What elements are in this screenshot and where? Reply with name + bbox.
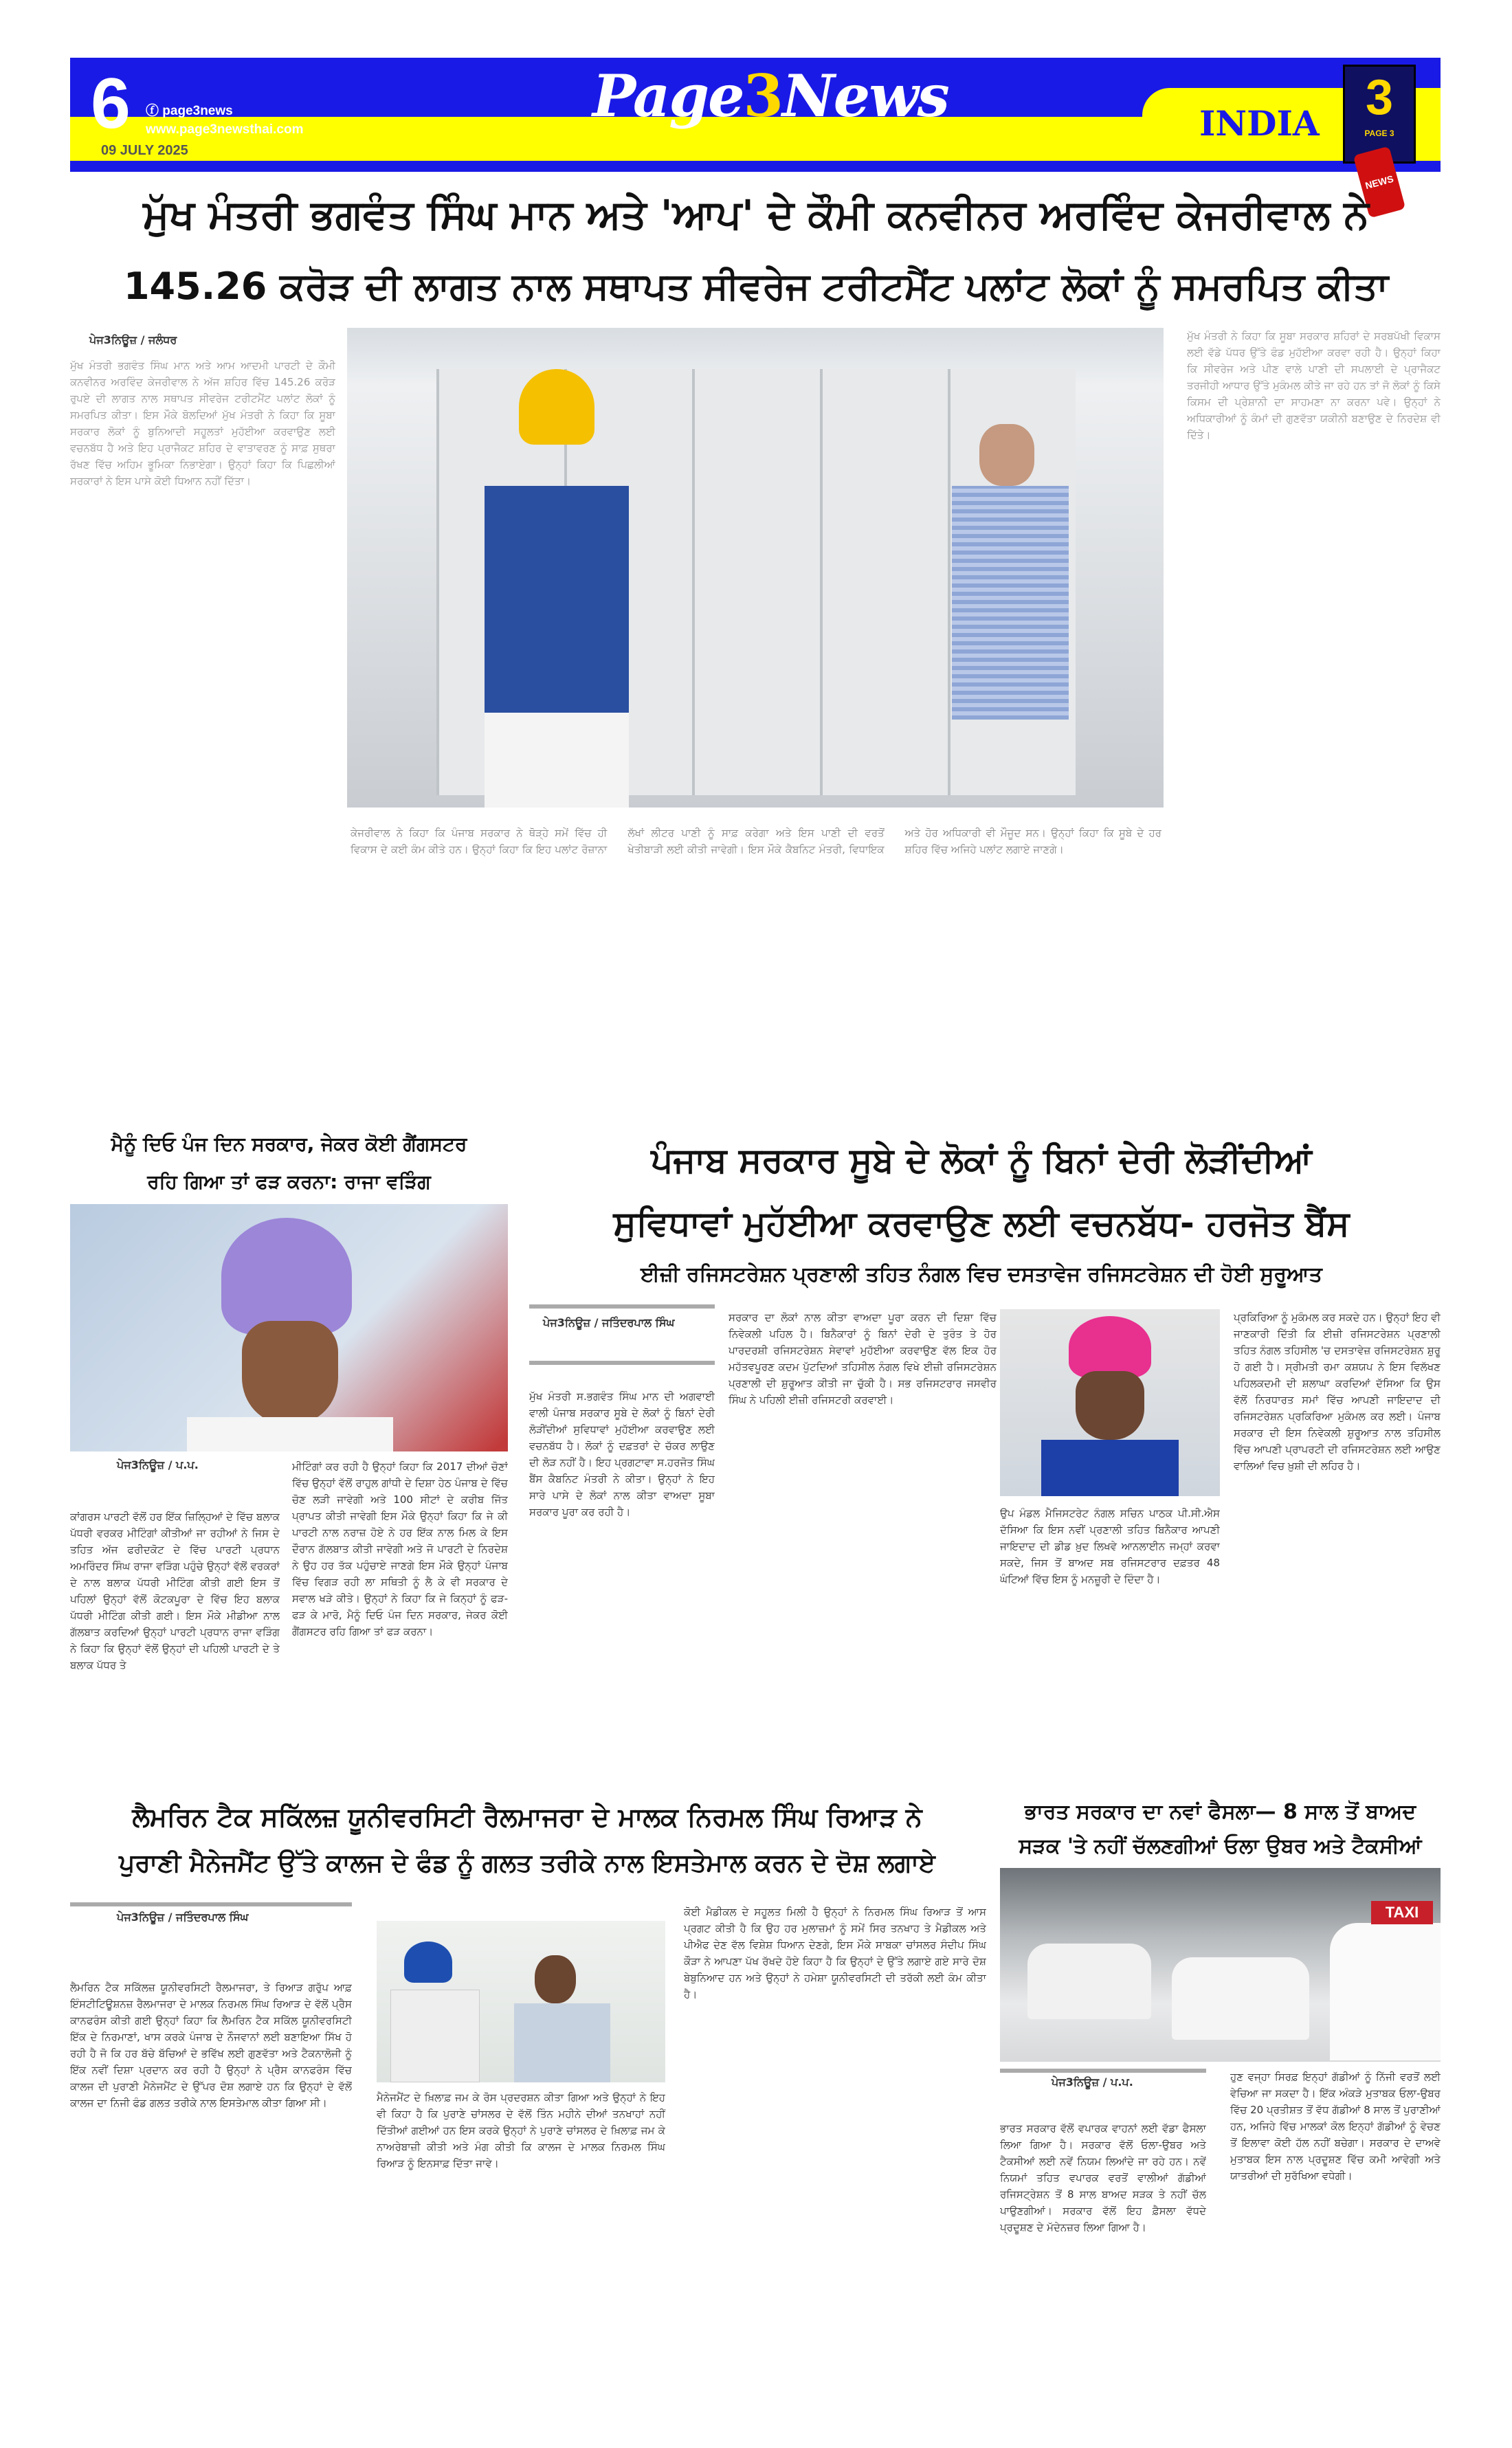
- taxi-col2: ਹੁਣ ਵਜ੍ਹਾ ਸਿਰਫ਼ ਇਨ੍ਹਾਂ ਗੱਡੀਆਂ ਨੂੰ ਨਿੱਜੀ ਵਰਤੋਂ ਲਈ ਵੇਚਿਆ ਜਾ ਸਕਦਾ ਹੈ। ਇੱਕ ਅੰਕੜੇ ਮੁਤਾਬਕ ਓਲਾ-ਉਬਰ ਵਿੱਚ 20 ਪ੍ਰਤੀਸ਼ਤ ਤੋਂ ਵੱਧ ਗੱਡੀਆਂ 8 ਸਾਲ ਤੋਂ ਪੁਰਾਣੀਆਂ ਹਨ, ਅਜਿਹੇ ਵਿੱਚ ਮਾਲਕਾਂ ਕੋਲ ਇਨ੍ਹਾਂ ਗੱਡੀਆਂ ਨੂੰ ਵੇਚਣ ਤੋਂ ਇਲਾਵਾ ਕੋਈ ਹੱਲ ਨਹੀਂ ਬਚੇਗਾ। ਸਰਕਾਰ ਦੇ ਦਾਅਵੇ ਮੁਤਾਬਕ ਇਸ ਨਾਲ ਪ੍ਰਦੂਸ਼ਣ ਵਿੱਚ ਕਮੀ ਆਵੇਗੀ ਅਤੇ ਯਾਤਰੀਆਂ ਦੀ ਸੁਰੱਖਿਆ ਵਧੇਗੀ।: [1230, 2071, 1441, 2182]
- taxi-col1: ਭਾਰਤ ਸਰਕਾਰ ਵੱਲੋਂ ਵਪਾਰਕ ਵਾਹਨਾਂ ਲਈ ਵੱਡਾ ਫੈਸਲਾ ਲਿਆ ਗਿਆ ਹੈ। ਸਰਕਾਰ ਵੱਲੋਂ ਓਲਾ-ਉਬਰ ਅਤੇ ਟੈਕਸੀਆਂ ਲਈ ਨਵੇਂ ਨਿਯਮ ਲਿਆਂਦੇ ਜਾ ਰਹੇ ਹਨ। ਨਵੇਂ ਨਿਯਮਾਂ ਤਹਿਤ ਵਪਾਰਕ ਵਰਤੋਂ ਵਾਲੀਆਂ ਗੱਡੀਆਂ ਰਜਿਸਟ੍ਰੇਸ਼ਨ ਤੋਂ 8 ਸਾਲ ਬਾਅਦ ਸੜਕ ਤੇ ਨਹੀਂ ਚੱਲ ਪਾਉਣਗੀਆਂ। ਸਰਕਾਰ ਵੱਲੋਂ ਇਹ ਫ਼ੈਸਲਾ ਵੱਧਦੇ ਪ੍ਰਦੂਸ਼ਣ ਦੇ ਮੱਦੇਨਜ਼ਰ ਲਿਆ ਗਿਆ ਹੈ।: [1000, 2122, 1206, 2234]
- badge-number: 3: [1365, 70, 1394, 125]
- facebook-handle-text: page3news: [162, 104, 233, 118]
- lead-byline: ਪੇਜ3ਨਿਊਜ਼ / ਜਲੰਧਰ: [89, 333, 177, 346]
- taxi-byline: ਪੇਜ3ਨਿਊਜ਼ / ਪ.ਪ.: [1052, 2076, 1133, 2089]
- facebook-icon: ⓕ: [146, 104, 163, 118]
- university-headline-line2: ਪੁਰਾਣੀ ਮੈਨੇਜਮੈਂਟ ਉੱਤੇ ਕਾਲਜ ਦੇ ਫੰਡ ਨੂੰ ਗਲਤ ਤਰੀਕੇ ਨਾਲ ਇਸਤੇਮਾਲ ਕਰਨ ਦੇ ਦੋਸ਼ ਲਗਾਏ: [119, 1849, 935, 1878]
- lead-headline-line1: ਮੁੱਖ ਮੰਤਰੀ ਭਗਵੰਤ ਸਿੰਘ ਮਾਨ ਅਤੇ 'ਆਪ' ਦੇ ਕੌਮੀ ਕਨਵੀਨਰ ਅਰਵਿੰਦ ਕੇਜਰੀਵਾਲ ਨੇ: [143, 191, 1369, 238]
- bains-col4: ਪ੍ਰਕਿਰਿਆ ਨੂੰ ਮੁਕੰਮਲ ਕਰ ਸਕਦੇ ਹਨ। ਉਨ੍ਹਾਂ ਇਹ ਵੀ ਜਾਣਕਾਰੀ ਦਿੱਤੀ ਕਿ ਈਜ਼ੀ ਰਜਿਸਟਰੇਸ਼ਨ ਪ੍ਰਣਾਲੀ ਤਹਿਤ ਨੰਗਲ ਤਹਿਸੀਲ 'ਚ ਦਸਤਾਵੇਜ਼ ਰਜਿਸਟਰੇਸ਼ਨ ਸ਼ੁਰੂ ਹੋ ਗਈ ਹੈ। ਸ੍ਰੀਮਤੀ ਰਮਾ ਕਸ਼ਯਪ ਨੇ ਇਸ ਵਿਲੱਖਣ ਪਹਿਲਕਦਮੀ ਦੀ ਸ਼ਲਾਘਾ ਕਰਦਿਆਂ ਦੱਸਿਆ ਕਿ ਉਸ ਵੱਲੋਂ ਨਿਰਧਾਰਤ ਸਮਾਂ ਵਿੱਚ ਆਪਣੀ ਜਾਇਦਾਦ ਦੀ ਰਜਿਸਟਰੇਸ਼ਨ ਪ੍ਰਕਿਰਿਆ ਮੁਕੰਮਲ ਕਰ ਲਈ। ਪੰਜਾਬ ਸਰਕਾਰ ਦੀ ਇਸ ਨਿਵੇਕਲੀ ਸ਼ੁਰੂਆਤ ਨਾਲ ਤਹਿਸੀਲ ਵਿੱਚ ਆਪਣੀ ਪ੍ਰਾਪਰਟੀ ਦੀ ਰਜਿਸਟਰੇਸ਼ਨ ਲਈ ਆਉਣ ਵਾਲਿਆਂ ਵਿਚ ਖ਼ੁਸ਼ੀ ਦੀ ਲਹਿਰ ਹੈ।: [1234, 1311, 1441, 1472]
- issue-date: 09 JULY 2025: [101, 143, 188, 158]
- logo-left: Page: [592, 62, 744, 130]
- university-col1: ਲੈਮਰਿਨ ਟੈਕ ਸਕਿੱਲਜ਼ ਯੂਨੀਵਰਸਿਟੀ ਰੈਲਮਾਜਰਾ, ਤੇ ਰਿਆੜ ਗਰੁੱਪ ਆਫ਼ ਇੰਸਟੀਟਿਊਸ਼ਨਜ਼ ਰੈਲਮਾਜਰਾ ਦੇ ਮਾਲਕ ਨਿਰਮਲ ਸਿੰਘ ਰਿਆੜ ਦੇ ਵੱਲੋਂ ਪ੍ਰੈਸ ਕਾਨਫਰੰਸ ਕੀਤੀ ਗਈ ਉਨ੍ਹਾਂ ਕਿਹਾ ਕਿ ਲੈਮਰਿਨ ਟੈਕ ਸਕਿੱਲ ਯੂਨੀਵਰਸਿਟੀ ਇੱਕ ਦੇ ਨਿਰਮਾਣਾਂ, ਖਾਸ ਕਰਕੇ ਪੰਜਾਬ ਦੇ ਨੌਜਵਾਨਾਂ ਲਈ ਬਣਾਇਆ ਸਿੱਖ ਹੋ ਰਹੀ ਹੈ ਜੋ ਕਿ ਹਰ ਬੱਚੇ ਬੱਚਿਆਂ ਦੇ ਭਵਿੱਖ ਲਈ ਗੁਣਵੱਤਾ ਅਤੇ ਟੈਕਨਾਲੋਜੀ ਨੂੰ ਇੱਕ ਨਵੀਂ ਦਿਸ਼ਾ ਪ੍ਰਦਾਨ ਕਰ ਰਹੀ ਹੈ ਉਨ੍ਹਾਂ ਨੇ ਪ੍ਰੈਸ ਕਾਨਫਰੰਸ ਵਿੱਚ ਕਾਲਜ ਦੀ ਪੁਰਾਣੀ ਮੈਨੇਜਮੈਂਟ ਦੇ ਉੱਪਰ ਦੋਸ਼ ਲਗਾਏ ਹਨ ਕਿ ਉਨ੍ਹਾਂ ਦੇ ਵੱਲੋਂ ਕਾਲਜ ਦਾ ਨਿਜੀ ਫੰਡ ਗਲਤ ਤਰੀਕੇ ਨਾਲ ਇਸਤੇਮਾਲ ਕੀਤਾ ਗਿਆ ਸੀ।: [70, 1981, 352, 2109]
- brand-badge: [1343, 65, 1416, 192]
- purple-turban: [221, 1218, 352, 1335]
- newspaper-logo: [592, 62, 948, 130]
- bains-photo-caption: ਉਪ ਮੰਡਲ ਮੈਜਿਸਟਰੇਟ ਨੰਗਲ ਸਚਿਨ ਪਾਠਕ ਪੀ.ਸੀ.ਐਸ ਦੱਸਿਆ ਕਿ ਇਸ ਨਵੀਂ ਪ੍ਰਣਾਲੀ ਤਹਿਤ ਬਿਨੈਕਾਰ ਆਪਣੀ ਜਾਇਦਾਦ ਦੀ ਡੀਡ ਖ਼ੁਦ ਲਿਖਵੇ ਆਨਲਾਈਨ ਜਮ੍ਹਾਂ ਕਰਵਾ ਸਕਦੇ, ਜਿਸ ਤੋਂ ਬਾਅਦ ਸਬ ਰਜਿਸਟਰਾਰ ਦਫ਼ਤਰ 48 ਘੰਟਿਆਂ ਵਿੱਚ ਇਸ ਨੂੰ ਮਨਜ਼ੂਰੀ ਦੇ ਦਿੰਦਾ ਹੈ।: [1000, 1507, 1220, 1585]
- pink-turban: [1069, 1316, 1151, 1378]
- warring-headline-line2: ਰਹਿ ਗਿਆ ਤਾਂ ਫੜ ਕਰਨਾ: ਰਾਜਾ ਵੜਿੰਗ: [147, 1170, 431, 1193]
- logo-right: News: [781, 62, 948, 130]
- taxi-car: [1330, 1923, 1441, 2060]
- warring-headline-line1: ਮੈਨੂੰ ਦਿਓ ਪੰਜ ਦਿਨ ਸਰਕਾਰ, ਜੇਕਰ ਕੋਈ ਗੈਂਗਸਟਰ: [111, 1133, 467, 1155]
- divider: [1000, 2069, 1206, 2073]
- person-head: [535, 1955, 576, 2003]
- edition-label: INDIA: [1199, 103, 1320, 144]
- university-headline-line1: ਲੈਮਰਿਨ ਟੈਕ ਸਕਿੱਲਜ਼ ਯੂਨੀਵਰਸਿਟੀ ਰੈਲਮਾਜਰਾ ਦੇ ਮਾਲਕ ਨਿਰਮਲ ਸਿੰਘ ਰਿਆੜ ਨੇ: [132, 1802, 922, 1832]
- bains-col1: ਮੁੱਖ ਮੰਤਰੀ ਸ.ਭਗਵੰਤ ਸਿੰਘ ਮਾਨ ਦੀ ਅਗਵਾਈ ਵਾਲੀ ਪੰਜਾਬ ਸਰਕਾਰ ਸੂਬੇ ਦੇ ਲੋਕਾਂ ਨੂੰ ਬਿਨਾਂ ਦੇਰੀ ਲੋੜੀਂਦੀਆਂ ਸੁਵਿਧਾਵਾਂ ਮੁਹੱਈਆ ਕਰਵਾਉਣ ਲਈ ਵਚਨਬੱਧ ਹੈ। ਲੋਕਾਂ ਨੂੰ ਦਫ਼ਤਰਾਂ ਦੇ ਚੱਕਰ ਲਾਉਣ ਦੀ ਲੋੜ ਨਹੀਂ ਹੈ। ਇਹ ਪ੍ਰਗਟਾਵਾ ਸ.ਹਰਜੋਤ ਸਿੰਘ ਬੈਂਸ ਕੈਬਨਿਟ ਮੰਤਰੀ ਨੇ ਕੀਤਾ। ਉਨ੍ਹਾਂ ਨੇ ਇਹ ਸਾਰੇ ਪਾਸੇ ਦੇ ਲੋਕਾਂ ਨਾਲ ਕੀਤਾ ਵਾਅਦਾ ਸੂਬਾ ਸਰਕਾਰ ਪੂਰਾ ਕਰ ਰਹੀ ਹੈ।: [529, 1390, 715, 1518]
- taxi-photo: [1000, 1868, 1441, 2062]
- page-number: 6: [91, 64, 131, 144]
- university-col3: ਕੋਈ ਮੈਡੀਕਲ ਦੇ ਸਹੂਲਤ ਮਿਲੀ ਹੈ ਉਨ੍ਹਾਂ ਨੇ ਨਿਰਮਲ ਸਿੰਘ ਰਿਆੜ ਤੋਂ ਆਸ ਪ੍ਰਗਟ ਕੀਤੀ ਹੈ ਕਿ ਉਹ ਹਰ ਮੁਲਾਜ਼ਮਾਂ ਨੂੰ ਸਮੇਂ ਸਿਰ ਤਨਖਾਹ ਤੇ ਮੈਡੀਕਲ ਅਤੇ ਪੀਐਫ ਦੇਣ ਵੱਲ ਵਿਸ਼ੇਸ਼ ਧਿਆਨ ਦੇਣਗੇ, ਇਸ ਮੌਕੇ ਸਾਬਕਾ ਚਾਂਸਲਰ ਸੰਦੀਪ ਸਿੰਘ ਕੌੜਾ ਨੇ ਆਪਣਾ ਪੱਖ ਰੱਖਦੇ ਹੋਏ ਕਿਹਾ ਹੈ ਕਿ ਉਨ੍ਹਾਂ ਦੇ ਉੱਤੇ ਲਗਾਏ ਗਏ ਸਾਰੇ ਦੋਸ਼ ਬੇਬੁਨਿਆਦ ਹਨ ਅਤੇ ਉਨ੍ਹਾਂ ਨੇ ਹਮੇਸ਼ਾ ਯੂਨੀਵਰਸਿਟੀ ਦੀ ਤਰੱਕੀ ਲਈ ਕੰਮ ਕੀਤਾ ਹੈ।: [684, 1906, 986, 2001]
- badge-label: PAGE 3: [1364, 129, 1394, 138]
- warring-col2: ਮੀਟਿੰਗਾਂ ਕਰ ਰਹੀ ਹੈ ਉਨ੍ਹਾਂ ਕਿਹਾ ਕਿ 2017 ਦੀਆਂ ਚੋਣਾਂ ਵਿੱਚ ਉਨ੍ਹਾਂ ਵੱਲੋਂ ਰਾਹੁਲ ਗਾਂਧੀ ਦੇ ਦਿਸ਼ਾ ਹੇਠ ਪੰਜਾਬ ਦੇ ਵਿੱਚ ਚੋਣ ਲੜੀ ਜਾਵੇਗੀ ਅਤੇ 100 ਸੀਟਾਂ ਦੇ ਕਰੀਬ ਜਿੱਤ ਪ੍ਰਾਪਤ ਕੀਤੀ ਜਾਵੇਗੀ ਇਸ ਮੌਕੇ ਉਨ੍ਹਾਂ ਕਿਹਾ ਕਿ ਜੇ ਕੀ ਪਾਰਟੀ ਨਾਲ ਨਰਾਜ਼ ਹੋਏ ਨੇ ਹਰ ਇੱਕ ਨਾਲ ਮਿਲ ਕੇ ਇਸ ਦੌਰਾਨ ਗੱਲਬਾਤ ਕੀਤੀ ਜਾਵੇਗੀ ਅਤੇ ਜੋ ਪਾਰਟੀ ਦੇ ਨਿਰਦੇਸ਼ ਨੇ ਉਹ ਹਰ ਤੱਕ ਪਹੁੰਚਾਏ ਜਾਣਗੇ ਇਸ ਮੌਕੇ ਉਨ੍ਹਾਂ ਪੰਜਾਬ ਵਿੱਚ ਵਿਗੜ ਰਹੀ ਲਾ ਸਥਿਤੀ ਨੂੰ ਲੈ ਕੇ ਵੀ ਸਰਕਾਰ ਦੇ ਸਵਾਲ ਖੜੇ ਕੀਤੇ। ਉਨ੍ਹਾਂ ਨੇ ਕਿਹਾ ਕਿ ਜੇ ਕਿਨ੍ਹਾਂ ਨੂੰ ਫੜ-ਫੜ ਕੇ ਮਾਰੋ, ਮੈਨੂੰ ਦਿਓ ਪੰਜ ਦਿਨ ਸਰਕਾਰ, ਜੇਕਰ ਕੋਈ ਗੈਂਗਸਟਰ ਰਹਿ ਗਿਆ ਤਾਂ ਫੜ ਕਰਨਾ।: [292, 1460, 508, 1638]
- blue-turban: [404, 1941, 452, 1983]
- lead-photo: [347, 328, 1164, 808]
- lead-bottom-text: ਕੇਜਰੀਵਾਲ ਨੇ ਕਿਹਾ ਕਿ ਪੰਜਾਬ ਸਰਕਾਰ ਨੇ ਥੋੜ੍ਹੇ ਸਮੇਂ ਵਿੱਚ ਹੀ ਵਿਕਾਸ ਦੇ ਕਈ ਕੰਮ ਕੀਤੇ ਹਨ। ਉਨ੍ਹਾਂ ਕਿਹਾ ਕਿ ਇਹ ਪਲਾਂਟ ਰੋਜ਼ਾਨਾ ਲੱਖਾਂ ਲੀਟਰ ਪਾਣੀ ਨੂੰ ਸਾਫ਼ ਕਰੇਗਾ ਅਤੇ ਇਸ ਪਾਣੀ ਦੀ ਵਰਤੋਂ ਖੇਤੀਬਾੜੀ ਲਈ ਕੀਤੀ ਜਾਵੇਗੀ। ਇਸ ਮੌਕੇ ਕੈਬਨਿਟ ਮੰਤਰੀ, ਵਿਧਾਇਕ ਅਤੇ ਹੋਰ ਅਧਿਕਾਰੀ ਵੀ ਮੌਜੂਦ ਸਨ। ਉਨ੍ਹਾਂ ਕਿਹਾ ਕਿ ਸੂਬੇ ਦੇ ਹਰ ਸ਼ਹਿਰ ਵਿੱਚ ਅਜਿਹੇ ਪਲਾਂਟ ਲਗਾਏ ਜਾਣਗੇ।: [351, 827, 1161, 856]
- warring-byline: ਪੇਜ3ਨਿਊਜ਼ / ਪ.ਪ.: [117, 1458, 199, 1471]
- university-col2: ਮੈਨੇਜਮੈਂਟ ਦੇ ਖ਼ਿਲਾਫ਼ ਜਮ ਕੇ ਰੋਸ ਪ੍ਰਦਰਸ਼ਨ ਕੀਤਾ ਗਿਆ ਅਤੇ ਉਨ੍ਹਾਂ ਨੇ ਇਹ ਵੀ ਕਿਹਾ ਹੈ ਕਿ ਪੁਰਾਣੇ ਚਾਂਸਲਰ ਦੇ ਵੱਲੋਂ ਤਿੰਨ ਮਹੀਨੇ ਦੀਆਂ ਤਨਖਾਹਾਂ ਨਹੀਂ ਦਿੱਤੀਆਂ ਗਈਆਂ ਹਨ ਇਸ ਕਰਕੇ ਉਨ੍ਹਾਂ ਨੇ ਪੁਰਾਣੇ ਚਾਂਸਲਰ ਦੇ ਖ਼ਿਲਾਫ਼ ਜਮ ਕੇ ਨਾਅਰੇਬਾਜ਼ੀ ਕੀਤੀ ਅਤੇ ਮੰਗ ਕੀਤੀ ਕਿ ਕਾਲਜ ਦੇ ਮਾਲਕ ਨਿਰਮਲ ਸਿੰਘ ਰਿਆੜ ਨੂੰ ਇਨਸਾਫ਼ ਦਿੱਤਾ ਜਾਵੇ।: [377, 2091, 665, 2170]
- second-person-head: [979, 424, 1034, 486]
- taxi-sign: TAXI: [1371, 1901, 1433, 1924]
- warring-col1: ਕਾਂਗਰਸ ਪਾਰਟੀ ਵੱਲੋਂ ਹਰ ਇੱਕ ਜ਼ਿਲ੍ਹਿਆਂ ਦੇ ਵਿੱਚ ਬਲਾਕ ਪੱਧਰੀ ਵਰਕਰ ਮੀਟਿੰਗਾਂ ਕੀਤੀਆਂ ਜਾ ਰਹੀਆਂ ਨੇ ਜਿਸ ਦੇ ਤਹਿਤ ਅੱਜ ਫਰੀਦਕੋਟ ਦੇ ਵਿੱਚ ਪਾਰਟੀ ਪ੍ਰਧਾਨ ਅਮਰਿੰਦਰ ਸਿੰਘ ਰਾਜਾ ਵੜਿੰਗ ਪਹੁੰਚੇ ਉਨ੍ਹਾਂ ਵੱਲੋਂ ਵਰਕਰਾਂ ਦੇ ਨਾਲ ਬਲਾਕ ਪੱਧਰੀ ਮੀਟਿੰਗ ਕੀਤੀ ਗਈ ਇਸ ਤੋਂ ਪਹਿਲਾਂ ਉਨ੍ਹਾਂ ਵੱਲੋਂ ਕੋਟਕਪੂਰਾ ਦੇ ਵਿੱਚ ਇਹ ਬਲਾਕ ਪੱਧਰੀ ਮੀਟਿੰਗ ਕੀਤੀ ਗਈ। ਇਸ ਮੌਕੇ ਮੀਡੀਆ ਨਾਲ ਗੱਲਬਾਤ ਕਰਦਿਆਂ ਉਨ੍ਹਾਂ ਪਾਰਟੀ ਪ੍ਰਧਾਨ ਰਾਜਾ ਵੜਿੰਗ ਨੇ ਕਿਹਾ ਕਿ ਉਨ੍ਹਾਂ ਵੱਲੋਂ ਉਨ੍ਹਾਂ ਦੀ ਪਹਿਲੀ ਪਾਰਟੀ ਦੇ ਤੇ ਬਲਾਕ ਪੱਧਰ ਤੇ: [70, 1511, 280, 1671]
- face: [1076, 1371, 1144, 1440]
- person: [390, 1990, 480, 2082]
- bains-photo: [1000, 1309, 1220, 1496]
- bains-headline-line1: ਪੰਜਾਬ ਸਰਕਾਰ ਸੂਬੇ ਦੇ ਲੋਕਾਂ ਨੂੰ ਬਿਨਾਂ ਦੇਰੀ ਲੋੜੀਂਦੀਆਂ: [651, 1140, 1312, 1180]
- bains-byline: ਪੇਜ3ਨਿਊਜ਼ / ਜਤਿੰਦਰਪਾਲ ਸਿੰਘ: [543, 1316, 675, 1329]
- badge-tag: NEWS: [1353, 146, 1405, 219]
- taxi-headline-line2: ਸੜਕ 'ਤੇ ਨਹੀਂ ਚੱਲਣਗੀਆਂ ਓਲਾ ਉਬਰ ਅਤੇ ਟੈਕਸੀਆਂ: [1019, 1834, 1422, 1858]
- divider: [529, 1361, 715, 1365]
- divider: [529, 1304, 715, 1309]
- white-shirt: [187, 1417, 393, 1451]
- website-link[interactable]: www.page3newsthai.com: [146, 122, 304, 137]
- divider: [70, 1902, 352, 1906]
- university-byline: ਪੇਜ3ਨਿਊਜ਼ / ਜਤਿੰਦਰਪਾਲ ਸਿੰਘ: [117, 1911, 249, 1924]
- person-shirt: [514, 2003, 610, 2082]
- university-photo: [377, 1921, 665, 2082]
- masthead-bottom-bar: [70, 161, 1441, 172]
- white-kurta: [485, 713, 629, 808]
- logo-number: 3: [743, 62, 782, 130]
- blue-jacket: [1041, 1440, 1179, 1496]
- facebook-handle[interactable]: [146, 100, 233, 119]
- bains-col2: ਸਰਕਾਰ ਦਾ ਲੋਕਾਂ ਨਾਲ ਕੀਤਾ ਵਾਅਦਾ ਪੂਰਾ ਕਰਨ ਦੀ ਦਿਸ਼ਾ ਵਿੱਚ ਨਿਵੇਕਲੀ ਪਹਿਲ ਹੈ। ਬਿਨੈਕਾਰਾਂ ਨੂੰ ਬਿਨਾਂ ਦੇਰੀ ਦੇ ਤੁਰੰਤ ਤੇ ਹੋਰ ਪਾਰਦਰਸ਼ੀ ਰਜਿਸਟਰੇਸ਼ਨ ਸੇਵਾਵਾਂ ਮੁਹੱਈਆ ਕਰਵਾਉਣ ਵੱਲ ਇਕ ਹੋਰ ਮਹੱਤਵਪੂਰਣ ਕਦਮ ਪੁੱਟਦਿਆਂ ਤਹਿਸੀਲ ਨੰਗਲ ਵਿਖੇ ਈਜ਼ੀ ਰਜਿਸਟਰੇਸ਼ਨ ਪ੍ਰਣਾਲੀ ਦੀ ਸ਼ੁਰੂਆਤ ਕੀਤੀ ਜਾ ਚੁੱਕੀ ਹੈ। ਸਭ ਰਜਿਸਟਰਾਰ ਜਸਵੀਰ ਸਿੰਘ ਨੇ ਪਹਿਲੀ ਈਜ਼ੀ ਰਜਿਸਟਰੀ ਕਰਵਾਈ।: [729, 1311, 997, 1406]
- bains-headline-line2: ਸੁਵਿਧਾਵਾਂ ਮੁਹੱਈਆ ਕਰਵਾਉਣ ਲਈ ਵਚਨਬੱਧ- ਹਰਜੋਤ ਬੈਂਸ: [613, 1203, 1350, 1243]
- masthead: [70, 58, 1441, 192]
- warring-photo: [70, 1204, 508, 1451]
- checked-shirt: [952, 486, 1069, 720]
- yellow-turban: [519, 369, 594, 445]
- lead-left-column: ਮੁੱਖ ਮੰਤਰੀ ਭਗਵੰਤ ਸਿੰਘ ਮਾਨ ਅਤੇ ਆਮ ਆਦਮੀ ਪਾਰਟੀ ਦੇ ਕੌਮੀ ਕਨਵੀਨਰ ਅਰਵਿੰਦ ਕੇਜਰੀਵਾਲ ਨੇ ਅੱਜ ਸ਼ਹਿਰ ਵਿੱਚ 145.26 ਕਰੋੜ ਰੁਪਏ ਦੀ ਲਾਗਤ ਨਾਲ ਸਥਾਪਤ ਸੀਵਰੇਜ ਟਰੀਟਮੈਂਟ ਪਲਾਂਟ ਲੋਕਾਂ ਨੂੰ ਸਮਰਪਿਤ ਕੀਤਾ। ਇਸ ਮੌਕੇ ਬੋਲਦਿਆਂ ਮੁੱਖ ਮੰਤਰੀ ਨੇ ਕਿਹਾ ਕਿ ਸੂਬਾ ਸਰਕਾਰ ਲੋਕਾਂ ਨੂੰ ਬੁਨਿਆਦੀ ਸਹੂਲਤਾਂ ਮੁਹੱਈਆ ਕਰਵਾਉਣ ਲਈ ਵਚਨਬੱਧ ਹੈ ਅਤੇ ਇਹ ਪ੍ਰਾਜੈਕਟ ਸ਼ਹਿਰ ਦੇ ਵਾਤਾਵਰਣ ਨੂੰ ਸਾਫ਼ ਸੁਥਰਾ ਰੱਖਣ ਵਿੱਚ ਅਹਿਮ ਭੂਮਿਕਾ ਨਿਭਾਏਗਾ। ਉਨ੍ਹਾਂ ਕਿਹਾ ਕਿ ਪਿਛਲੀਆਂ ਸਰਕਾਰਾਂ ਨੇ ਇਸ ਪਾਸੇ ਕੋਈ ਧਿਆਨ ਨਹੀਂ ਦਿੱਤਾ।: [70, 359, 335, 487]
- blue-jacket: [485, 486, 629, 713]
- taxi-car: [1027, 1944, 1151, 2019]
- face: [242, 1321, 338, 1424]
- taxi-car: [1172, 1957, 1309, 2040]
- lead-headline-line2: 145.26 ਕਰੋੜ ਦੀ ਲਾਗਤ ਨਾਲ ਸਥਾਪਤ ਸੀਵਰੇਜ ਟਰੀਟਮੈਂਟ ਪਲਾਂਟ ਲੋਕਾਂ ਨੂੰ ਸਮਰਪਿਤ ਕੀਤਾ: [123, 265, 1389, 308]
- lead-right-column: ਮੁੱਖ ਮੰਤਰੀ ਨੇ ਕਿਹਾ ਕਿ ਸੂਬਾ ਸਰਕਾਰ ਸ਼ਹਿਰਾਂ ਦੇ ਸਰਬਪੱਖੀ ਵਿਕਾਸ ਲਈ ਵੱਡੇ ਪੱਧਰ ਉੱਤੇ ਫੰਡ ਮੁਹੱਈਆ ਕਰਵਾ ਰਹੀ ਹੈ। ਉਨ੍ਹਾਂ ਕਿਹਾ ਕਿ ਸੀਵਰੇਜ ਅਤੇ ਪੀਣ ਵਾਲੇ ਪਾਣੀ ਦੀ ਸਪਲਾਈ ਦੇ ਪ੍ਰਾਜੈਕਟ ਤਰਜੀਹੀ ਆਧਾਰ ਉੱਤੇ ਮੁਕੰਮਲ ਕੀਤੇ ਜਾ ਰਹੇ ਹਨ ਤਾਂ ਜੋ ਲੋਕਾਂ ਨੂੰ ਕਿਸੇ ਕਿਸਮ ਦੀ ਪ੍ਰੇਸ਼ਾਨੀ ਦਾ ਸਾਹਮਣਾ ਨਾ ਕਰਨਾ ਪਵੇ। ਉਨ੍ਹਾਂ ਨੇ ਅਧਿਕਾਰੀਆਂ ਨੂੰ ਕੰਮਾਂ ਦੀ ਗੁਣਵੱਤਾ ਯਕੀਨੀ ਬਣਾਉਣ ਦੇ ਨਿਰਦੇਸ਼ ਵੀ ਦਿੱਤੇ।: [1187, 330, 1441, 441]
- taxi-headline-line1: ਭਾਰਤ ਸਰਕਾਰ ਦਾ ਨਵਾਂ ਫੈਸਲਾ— 8 ਸਾਲ ਤੋਂ ਬਾਅਦ: [1024, 1800, 1416, 1824]
- bains-subheadline: ਈਜ਼ੀ ਰਜਿਸਟਰੇਸ਼ਨ ਪ੍ਰਣਾਲੀ ਤਹਿਤ ਨੰਗਲ ਵਿਚ ਦਸਤਾਵੇਜ ਰਜਿਸਟਰੇਸ਼ਨ ਦੀ ਹੋਈ ਸੁਰੂਆਤ: [641, 1262, 1322, 1287]
